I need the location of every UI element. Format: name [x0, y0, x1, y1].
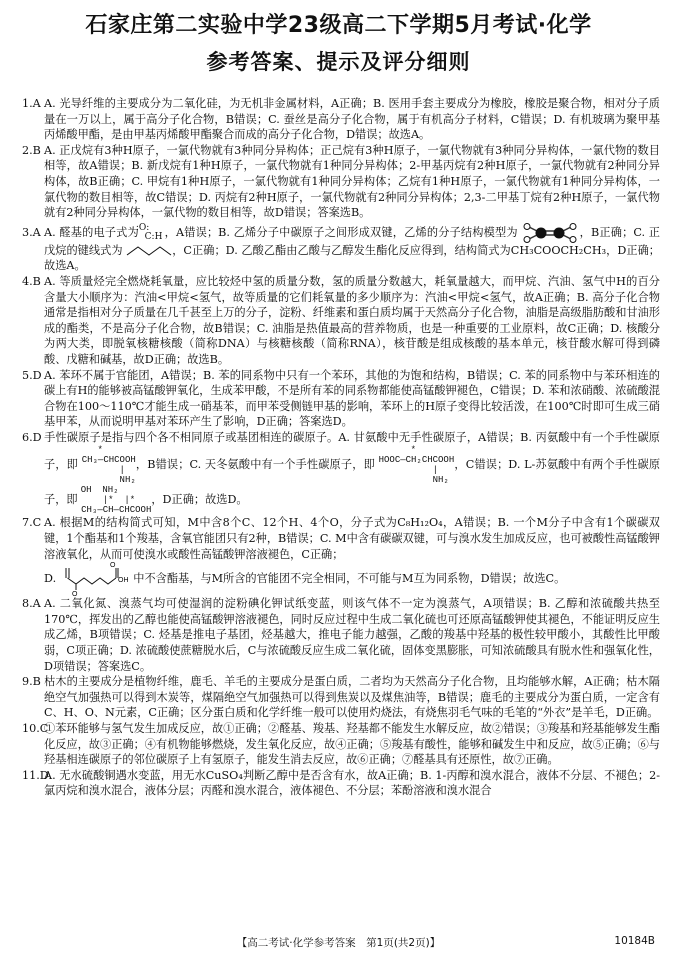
- answer-number: 10.C: [22, 722, 49, 735]
- answer-text: A. 等质量烃完全燃烧耗氧量，应比较烃中氢的质量分数，氢的质量分数越大，耗氧量越大，而甲烷、汽油、氢气中H的百分含量大小顺序为：汽油<甲烷<氢气，故等质量的它们耗氧量的多少顺序为：汽油<甲烷<氢气，故A正确；B. 高分子化合物通常是指相对分子质量在几千甚至上万的分子，淀粉、纤维素和蛋白质均属于天然高分子化合物，油脂是高级脂肪酸和甘油形成的酯类，不是高分子化合物，故B错误；C. 油脂是热值最高的营养物质，也是一种重要的工业原料，故C正确；D. 核酸分为两大类，即脱氧核糖核酸（简称DNA）与核糖核酸（简称RNA），核苷酸是组成核酸的基本单元，核苷酸水解可得到磷酸、戊糖和碱基，故D正确；故选B。: [44, 274, 660, 366]
- answer-text: 枯木的主要成分是植物纤维，鹿毛、羊毛的主要成分是蛋白质，二者均为天然高分子化合物，且均能够水解，A正确；枯木隔绝空气加强热可以得到木炭等，煤隔绝空气加强热可以得到焦炭以及煤焦油等，B错误；鹿毛的主要成分为蛋白质，一定含有C、H、O、N元素，C正确；区分蛋白质和化学纤维一般可以使用灼烧法，有烧焦羽毛气味的毛笔的“外衣”是羊毛，D正确。: [44, 675, 660, 720]
- answer-number: 11.D: [22, 768, 49, 782]
- answer-number: 1.A: [22, 97, 41, 110]
- answer-text: A. 醛基的电子式为: [44, 225, 139, 239]
- answer-item-7: 7.C A. 根据M的结构简式可知，M中含8个C、12个H、4个O，分子式为C₈H₁₂O₄，A错误；B. 一个M分子中含有1个碳碳双键，1个酯基和1个羧基，含氧官能团只有2种，B错误；C. M中含有碳碳双键，可与溴水发生加成反应，也可被酸性高锰酸钾溶液氧化，从而可使溴水或酸性高锰酸钾溶液褪色，C正确； D. O OH O 中不含酯基，与M所含的官能团不完全相同，不可能与M互为同系物，D错误；故选C。: [22, 516, 660, 597]
- answer-number: 6.D: [22, 430, 42, 444]
- document-title: 石家庄第二实验中学23级高二下学期5月考试·化学: [85, 13, 592, 38]
- answer-text: ①苯环能够与氢气发生加成反应，故①正确；②醛基、羧基、羟基都不能发生水解反应，故②错误；③羧基和羟基能够发生酯化反应，故③正确；④有机物能够燃烧，发生氧化反应，故④正确；⑤羧基有酸性，能够和碱发生中和反应，故⑤正确；⑥与羟基相连碳原子的邻位碳原子上有氢原子，能发生消去反应，故⑥正确；⑦醛基具有还原性，故⑦正确。: [44, 722, 660, 767]
- answer-number: 4.B: [22, 274, 41, 288]
- svg-text:O: O: [109, 562, 116, 570]
- document-subtitle: 参考答案、提示及评分细则: [206, 50, 471, 74]
- answer-number: 8.A: [22, 597, 41, 611]
- answer-text: A. 无水硫酸铜遇水变蓝，用无水CuSO₄判断乙醇中是否含有水，故A正确；B. 1-丙醇和溴水混合，液体不分层、不褪色；2-氯丙烷和溴水混合，液体分层；丙醛和溴水混合，液体褪色、不分层；苯酚溶液和溴水混合: [44, 768, 660, 798]
- answer-text: A. 苯环不属于官能团，A错误；B. 苯的同系物中只有一个苯环，其他的为饱和结构，B错误；C. 苯的同系物中与苯环相连的碳上有H的能够被高锰酸钾氧化，生成苯甲酸，不是所有苯的同系物都能使高锰酸钾褪色，C错误；D. 苯和浓硝酸、浓硫酸混合物在100～110℃才能生成一硝基苯，而甲苯受侧链甲基的影响，苯环上的H原子变得比较活泼，在100℃时即可生成三硝基甲苯，从而说明甲基对苯环产生了影响，D正确；答案选D。: [44, 368, 660, 429]
- alanine-structure: * CH₃—CHCOOH | NH₂: [81, 445, 136, 486]
- answer-item-5: [22, 368, 660, 430]
- answer-number: 3.A: [22, 225, 41, 239]
- answer-item-10: [22, 721, 660, 768]
- compound-structure-drawing: [60, 562, 130, 596]
- answer-item-9: [22, 674, 660, 721]
- answer-item-2: [22, 143, 660, 221]
- answer-body: [22, 96, 660, 799]
- answer-item-1: [22, 96, 660, 143]
- answer-item-3: 3.A A. 醛基的电子式为 :O: C:H ，A错误；B. 乙烯分子中碳原子之间形成双键，乙烯的分子结构模型为 ，B正确；C. 正戊烷的键线式为 ，C正确；D. 乙酸乙酯由乙酸与乙醇发生酯化反应得到，结构简式为CH₃COOCH₂CH₃，D正确；故选A。: [22, 222, 660, 273]
- aldehyde-electron-formula: :O: C:H: [135, 222, 163, 242]
- threonine-structure: OH NH₂ |* |* CH₃—CH—CHCOOH: [80, 485, 152, 516]
- answer-item-8: [22, 596, 660, 674]
- answer-item-11: [22, 768, 660, 799]
- answer-number: 9.B: [22, 675, 41, 689]
- answer-number: 7.C: [22, 516, 42, 530]
- pentane-skeletal-formula: [126, 245, 172, 257]
- answer-number: 5.D: [22, 368, 42, 382]
- footer-page-info: 【高二考试·化学参考答案 第1页(共2页)】: [236, 937, 441, 949]
- footer-code: 10184B: [614, 935, 655, 947]
- ethylene-ball-stick-model: [521, 223, 579, 243]
- answer-number: 2.B: [22, 143, 41, 157]
- answer-item-4: [22, 274, 660, 368]
- svg-text:OH: OH: [117, 577, 129, 585]
- answer-item-6: 6.D 手性碳原子是指与四个各不相同原子或基团相连的碳原子。A. 甘氨酸中无手性碳原子，A错误；B. 丙氨酸中有一个手性碳原子，即 * CH₃—CHCOOH | NH₂，B错误；C. 天冬氨酸中有一个手性碳原子，即 * HOOC—CH₂CHCOOH | NH₂，C错误；D. L-苏氨酸中有两个手性碳原子，即 OH NH₂ |* |* CH₃—CH—CHCOOH，D正确；故选D。: [22, 430, 661, 516]
- answer-text: A. 二氧化氮、溴蒸气均可使湿润的淀粉碘化钾试纸变蓝，则该气体不一定为溴蒸气，A项错误；B. 乙醇和浓硫酸共热至170℃，挥发出的乙醇也能使高锰酸钾溶液褪色，同时反应过程中生成二氧化硫也可还原高锰酸钾使其褪色，不能证明反应生成乙烯，B项错误；C. 烃基是推电子基团，烃基越大，推电子能力越强，乙酸的羧基中羟基的极性较甲酸小，其酸性比甲酸弱，C项正确；D. 浓硫酸使蔗糖脱水后，C与浓硫酸反应生成二氧化硫，固体变黑膨胀，可知浓硫酸具有脱水性和强氧化性，D项错误；答案选C。: [44, 597, 660, 673]
- aspartic-acid-structure: * HOOC—CH₂CHCOOH | NH₂: [378, 445, 455, 486]
- answer-text: A. 正戊烷有3种H原子，一氯代物就有3种同分异构体；正己烷有3种H原子，一氯代物就有3种同分异构体，一氯代物的数目相等，故A错误；B. 新戊烷有1种H原子，一氯代物就有1种同分异构体；2-甲基丙烷有2种H原子，一氯代物就有2种同分异构体，故B正确；C. 甲烷有1种H原子，一氯代物就有1种同分异构体；乙烷有1种H原子，一氯代物就有1种同分异构体，一氯代物的数目相等，故C错误；D. 丙烷有2种H原子，一氯代物就有2种同分异构体；2,3-二甲基丁烷有2种H原子，一氯代物就有2种同分异构体，一氯代物的数目相等，故D错误；答案选B。: [44, 143, 660, 220]
- answer-text: A. 光导纤维的主要成分为二氧化硅，为无机非金属材料，A正确；B. 医用手套主要成分为橡胶，橡胶是聚合物，相对分子质量在一万以上，属于高分子化合物，B错误；C. 蚕丝是高分子化合物，属于有机高分子材料，C错误；D. 有机玻璃为聚甲基丙烯酸甲酯，是由甲基丙烯酸甲酯聚合而成的高分子化合物，D错误；故选A。: [44, 97, 660, 142]
- svg-text:O: O: [71, 591, 78, 597]
